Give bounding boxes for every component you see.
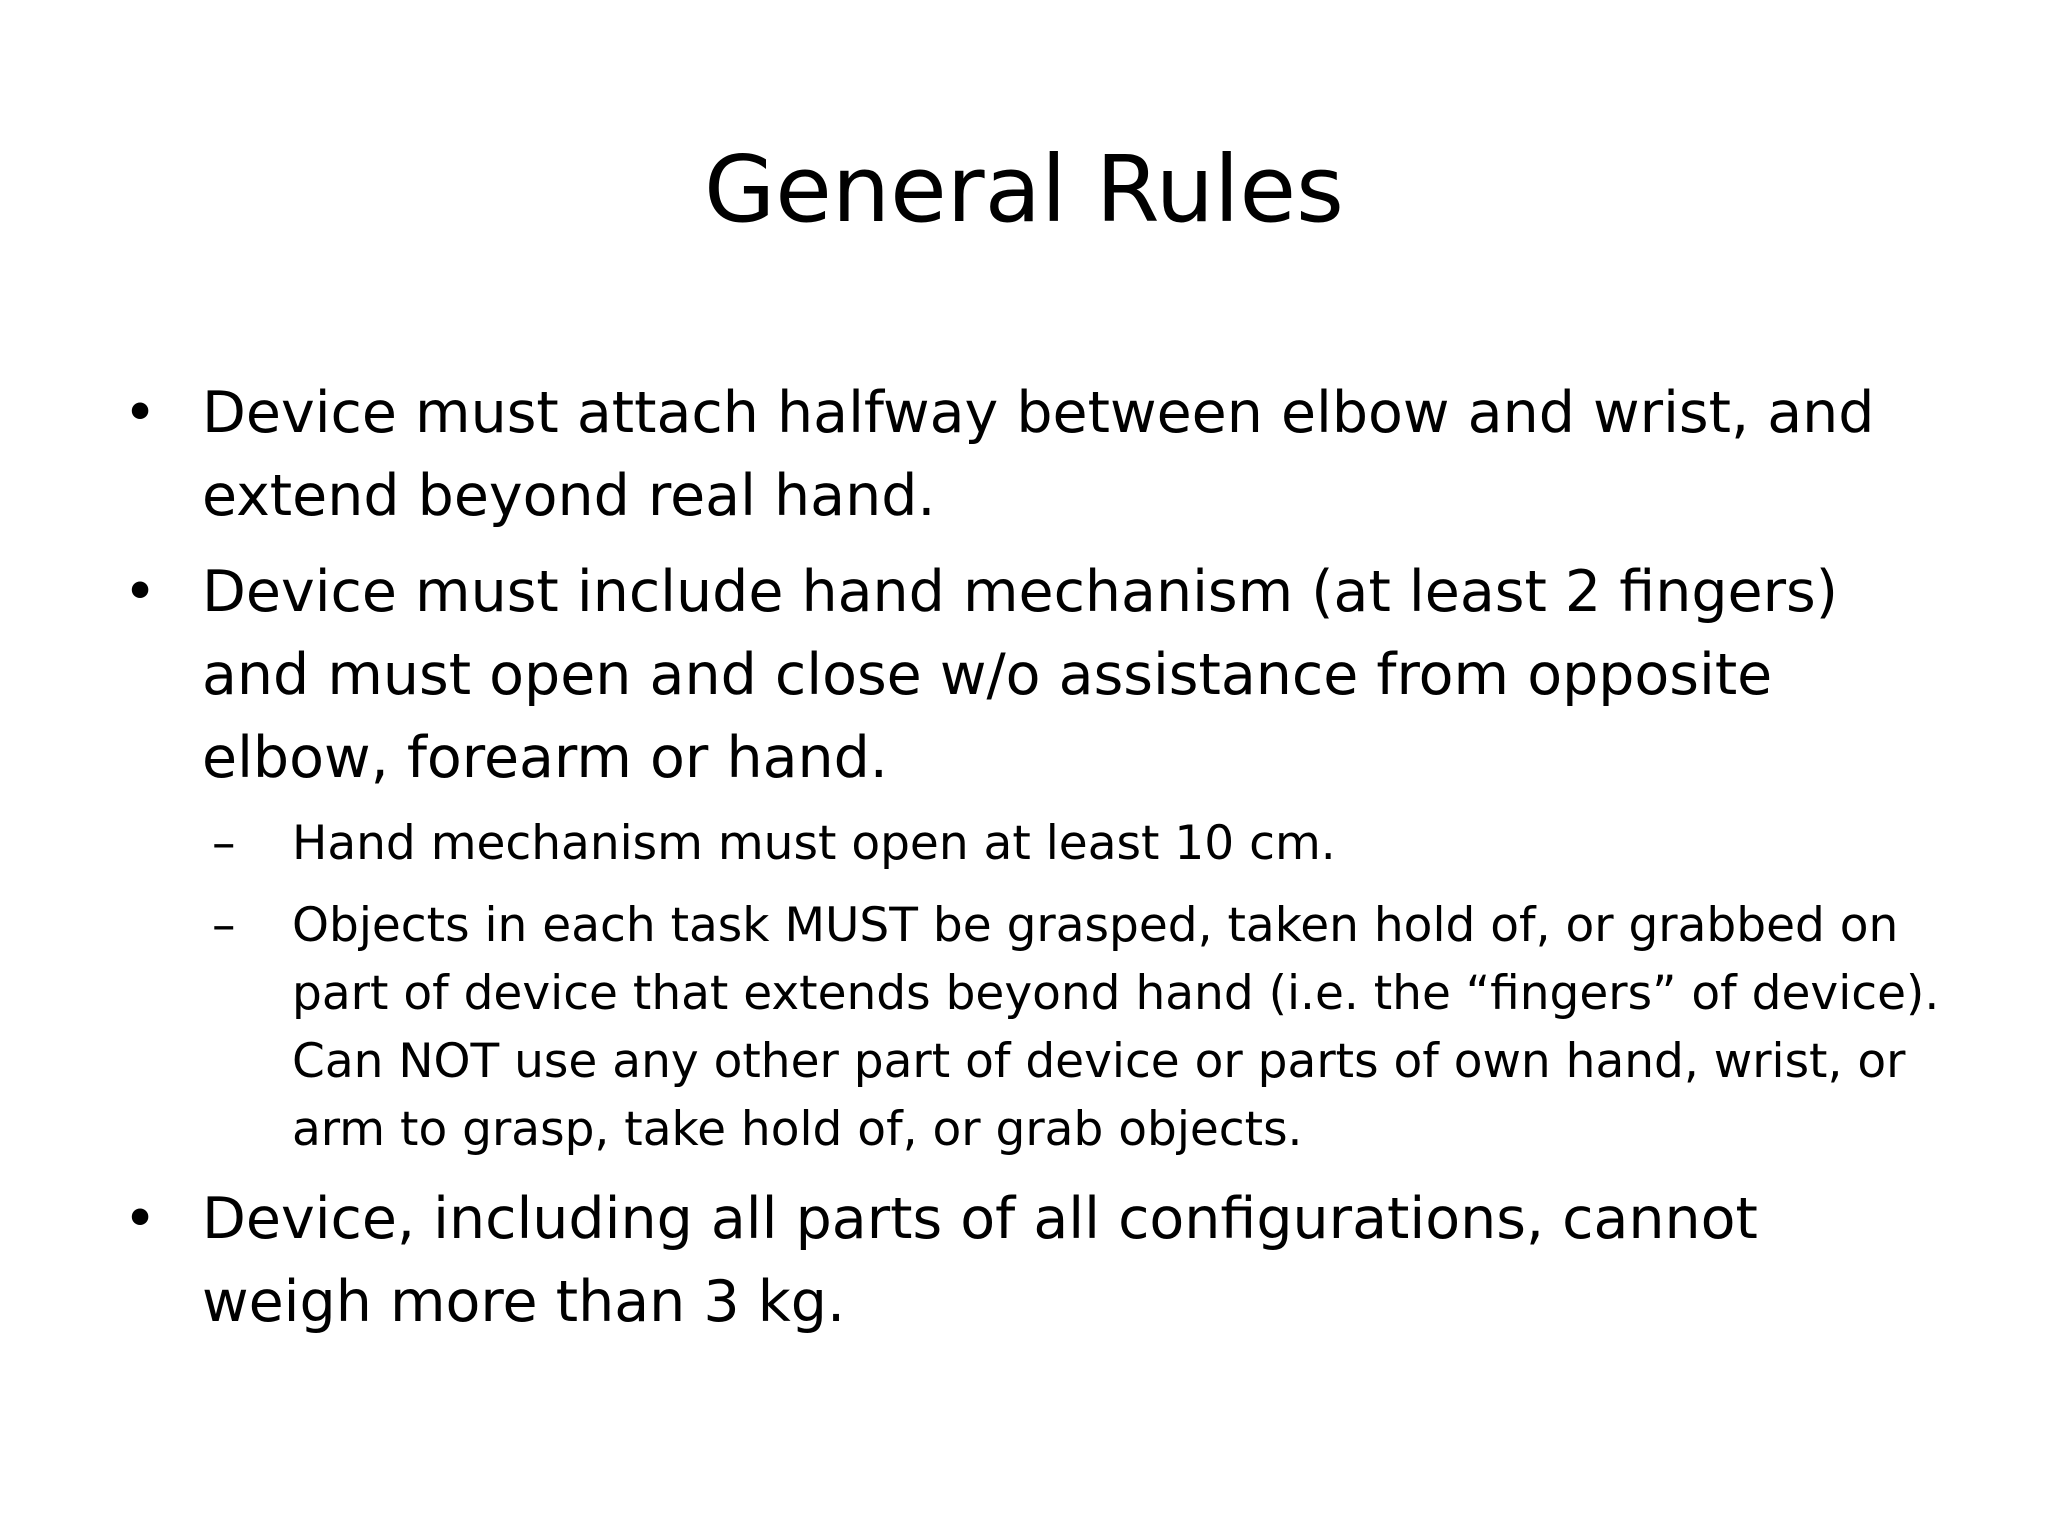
sub-bullet-item [202,810,1940,878]
bullet-marker: • [123,559,157,625]
bullet-item [120,551,1940,1164]
bullet-item [120,372,1940,538]
dash-marker: – [212,898,236,953]
bullet-marker: • [123,1186,157,1252]
bullet-list [120,372,1940,1357]
bullet-marker: • [123,380,157,446]
bullet-text: Device, including all parts of all configurations, cannot weigh more than 3 kg. [202,1186,1758,1335]
slide-title: General Rules [703,136,1344,243]
bullet-text: Device must include hand mechanism (at least 2 fingers) and must open and close w/o assistance from opposite elbow, forearm or hand. [202,559,1838,791]
sub-bullet-text: Hand mechanism must open at least 10 cm. [292,816,1336,871]
sub-bullet-item [202,892,1940,1164]
dash-marker: – [212,816,236,871]
bullet-item [120,1178,1940,1344]
bullet-text: Device must attach halfway between elbow and wrist, and extend beyond real hand. [202,380,1875,529]
sub-bullet-list [202,810,1940,1164]
sub-bullet-text: Objects in each task MUST be grasped, taken hold of, or grabbed on part of device that extends beyond hand (i.e. the “fingers” of device). Can NOT use any other part of device or parts of own hand, wrist, or arm to grasp, take hold of, or grab objects. [292,898,1940,1157]
